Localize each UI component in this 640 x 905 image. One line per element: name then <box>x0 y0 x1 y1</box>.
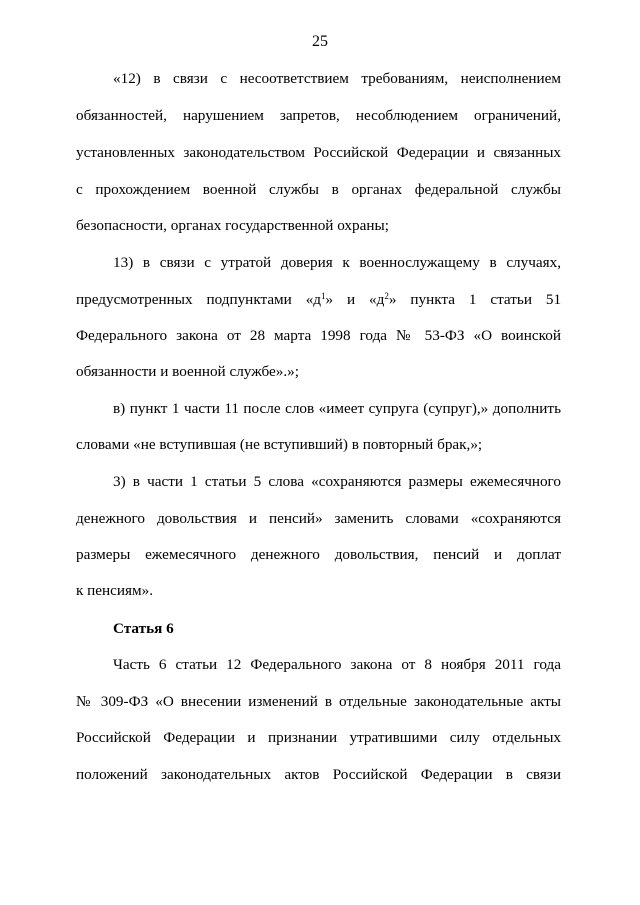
article6-heading: Статья 6 <box>113 620 174 637</box>
item13-line-4: обязанности и военной службе».»; <box>76 363 299 380</box>
item3-line-1: 3) в части 1 статьи 5 слова «сохраняются размеры ежемесячного <box>113 473 561 490</box>
article6-line-1: Часть 6 статьи 12 Федерального закона от 8 ноября 2011 года <box>113 656 561 673</box>
item12-line-1: «12) в связи с несоответствием требованиям, неисполнением <box>113 70 561 87</box>
item12-line-5: безопасности, органах государственной охраны; <box>76 217 389 234</box>
item13-subpoints: подпунктами «$д^1$» и «$д^2$» <box>206 291 397 308</box>
item3-line-3: размеры ежемесячного денежного довольствия, пенсий и доплат <box>76 546 561 563</box>
article6-line-2: № 309-ФЗ «О внесении изменений в отдельные законодательные акты <box>76 693 561 710</box>
item12-line-3: установленных законодательством Российской Федерации и связанных <box>76 144 561 161</box>
item3-line-4: к пенсиям». <box>76 582 154 599</box>
article6-line-3: Российской Федерации и признании утратившими силу отдельных <box>76 729 561 746</box>
item12-line-2: обязанностей, нарушением запретов, несоблюдением ограничений, <box>76 107 561 124</box>
item13-point: пункта 1 <box>410 291 477 308</box>
item13-line-3: Федерального закона от 28 марта 1998 года № 53-ФЗ «О воинской <box>76 327 561 344</box>
page-number: 25 <box>312 33 328 50</box>
item13-word-provided: предусмотренных <box>76 291 193 308</box>
item3-line-2: денежного довольствия и пенсий» заменить словами «сохраняются <box>76 510 561 527</box>
item-v-line-1: в) пункт 1 части 11 после слов «имеет супруга (супруг),» дополнить <box>113 400 561 417</box>
item13-line-1: 13) в связи с утратой доверия к военнослужащему в случаях, <box>113 254 561 271</box>
item13-article: статьи 51 <box>490 291 562 308</box>
item12-line-4: с прохождением военной службы в органах федеральной службы <box>76 181 561 198</box>
item-v-line-2: словами «не вступившая (не вступивший) в повторный брак,»; <box>76 436 483 453</box>
article6-line-4: положений законодательных актов Российской Федерации в связи <box>76 766 561 783</box>
item13-line-2 <box>76 291 561 309</box>
